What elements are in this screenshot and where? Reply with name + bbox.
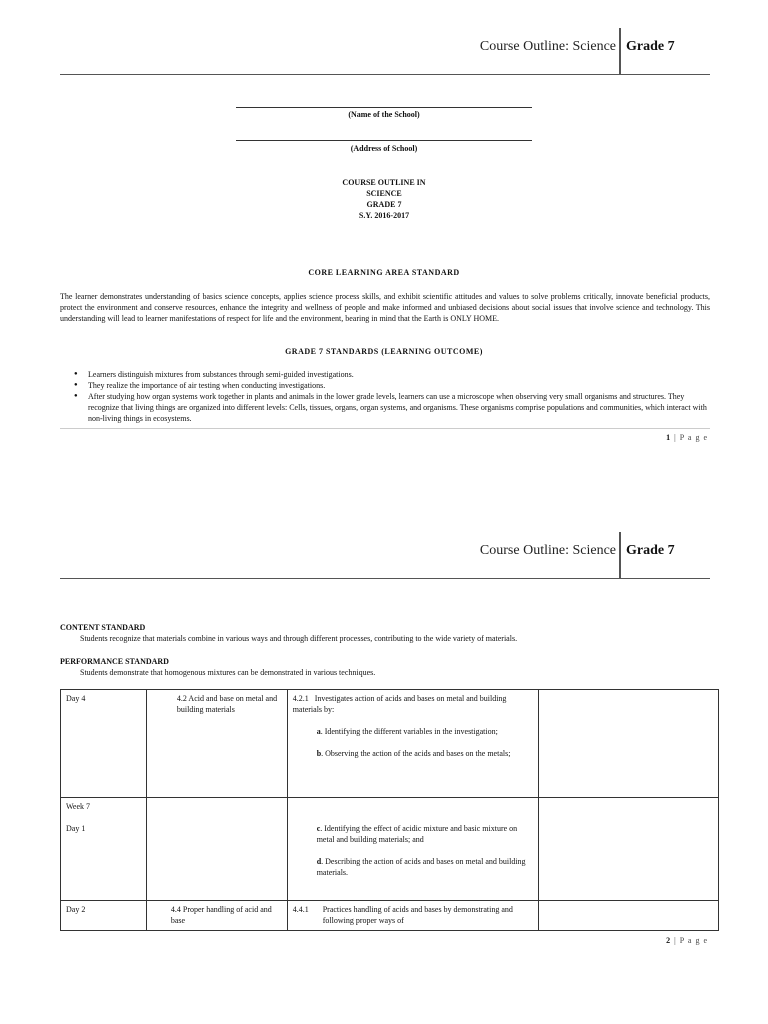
remarks-cell	[539, 690, 719, 798]
page-label: | P a g e	[674, 433, 708, 442]
page2-header	[60, 532, 710, 579]
topic-cell: 4.4 Proper handling of acid and base	[146, 901, 287, 931]
page-number-value: 1	[666, 433, 672, 442]
page-label: | P a g e	[674, 936, 708, 945]
table-row	[61, 690, 719, 798]
course-title-line-1: COURSE OUTLINE IN	[342, 178, 426, 187]
header-title: Course Outline: Science	[479, 39, 616, 54]
course-title-line-4: S.Y. 2016-2017	[358, 211, 410, 220]
header-title: Course Outline: Science	[479, 543, 616, 558]
page-number-value: 2	[666, 936, 672, 945]
competency-cell: c. Identifying the effect of acidic mixture and basic mixture on metal and building materials; and d. Describing the action of acids and bases on metal and building materials.	[287, 798, 539, 901]
page2-number	[666, 936, 708, 945]
competency-code: 4.2.1	[292, 694, 309, 703]
school-name-line	[236, 107, 532, 108]
page1-number	[666, 433, 708, 442]
remarks-cell	[539, 901, 719, 931]
competency-code: 4.4.1	[292, 905, 309, 914]
core-heading: CORE LEARNING AREA STANDARD	[308, 268, 460, 277]
competency-text: Practices handling of acids and bases by demonstrating and following proper ways of	[322, 905, 513, 925]
day-cell: Day 2	[61, 901, 147, 931]
grade-standards-heading: GRADE 7 STANDARDS (LEARNING OUTCOME)	[285, 347, 483, 356]
content-standard-heading: CONTENT STANDARD	[60, 623, 146, 632]
competency-cell	[287, 901, 539, 931]
performance-standard-heading: PERFORMANCE STANDARD	[60, 657, 169, 666]
content-standard-text: Students recognize that materials combine in various ways and through different processes, contributing to the wide variety of materials.	[80, 634, 518, 643]
header-divider	[619, 28, 621, 74]
course-title-line-3: GRADE 7	[366, 200, 402, 209]
school-name-label: (Name of the School)	[348, 110, 420, 119]
course-title-line-2: SCIENCE	[366, 189, 402, 198]
list-item: ● Learners distinguish mixtures from substances through semi-guided investigations.	[60, 369, 710, 380]
table-row	[61, 901, 719, 931]
core-paragraph: The learner demonstrates understanding of basics science concepts, applies science process skills, and exhibit scientific attitudes and values to solve problems critically, innovate beneficial products, protect the environment and conserve resources, enhance the integrity and wellness of people and make informed and unbiased decisions about social issues that involve science and technology. This understanding will lead to learner manifestations of respect for life and the environment, bearing in mind that the Earth is ONLY HOME.	[60, 292, 710, 323]
remarks-cell	[539, 798, 719, 901]
curriculum-table	[60, 689, 719, 931]
performance-standard-text: Students demonstrate that homogenous mixtures can be demonstrated in various techniques.	[80, 668, 376, 677]
school-address-label: (Address of School)	[350, 144, 418, 153]
page1-header	[60, 28, 710, 75]
competency-text: Investigates action of acids and bases on metal and building materials by:	[292, 694, 507, 714]
day-cell: Week 7 Day 1	[61, 798, 147, 901]
table-row	[61, 798, 719, 901]
header-divider	[619, 532, 621, 578]
school-address-line	[236, 140, 532, 141]
header-grade: Grade 7	[626, 543, 675, 558]
page1-footer-rule	[60, 428, 710, 429]
topic-cell: 4.2 Acid and base on metal and building materials	[146, 690, 287, 798]
header-grade: Grade 7	[626, 39, 675, 54]
list-item: ● They realize the importance of air testing when conducting investigations.	[60, 380, 710, 391]
grade-standards-list	[60, 369, 710, 424]
day-cell: Day 4	[61, 690, 147, 798]
competency-cell: 4.2.1 Investigates action of acids and bases on metal and building materials by: a. Identifying the different variables in the investigation; b. Observing the action of the acids and bases on the metals;	[287, 690, 539, 798]
list-item: ● After studying how organ systems work together in plants and animals in the lower grade levels, learners can use a microscope when observing very small organisms and structures. They recognize that living things are organized into different levels: Cells, tissues, organs, organ systems, and organisms. These organisms comprise populations and communities, which interact with non-living things in ecosystems.	[60, 391, 710, 424]
topic-cell	[146, 798, 287, 901]
